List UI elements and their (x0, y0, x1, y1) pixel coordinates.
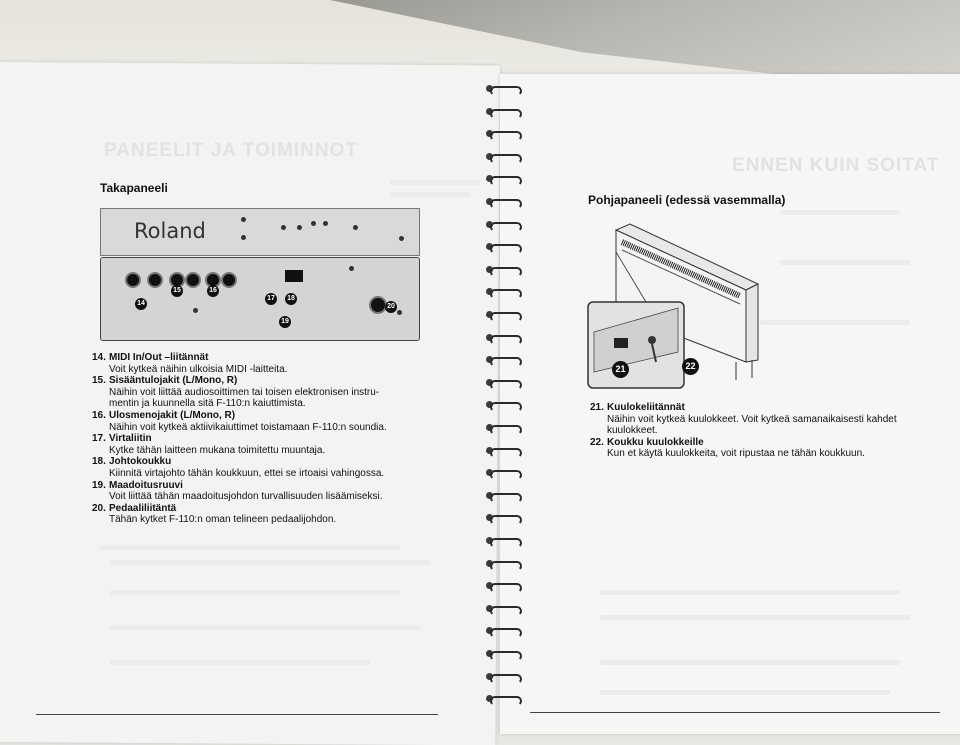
item-number: 20. (92, 502, 106, 514)
spiral-ring (484, 513, 520, 523)
spiral-ring (484, 197, 520, 207)
item-number: 21. (590, 402, 604, 413)
spiral-ring (484, 536, 520, 546)
spiral-ring (484, 220, 520, 230)
ghost-text (100, 545, 400, 550)
callout-16: 16 (207, 285, 219, 297)
item-title: Virtaliitin (109, 433, 152, 445)
spiral-ring (484, 152, 520, 162)
spiral-ring (484, 581, 520, 591)
callout-21: 21 (612, 361, 629, 378)
list-item (92, 375, 432, 410)
item-desc: Voit kytkeä näihin ulkoisia MIDI -laitteita. (109, 363, 288, 375)
callout-20: 20 (385, 301, 397, 313)
rear-panel-items (92, 352, 432, 526)
input-jack-r (185, 272, 201, 288)
callout-14: 14 (135, 298, 147, 310)
item-desc: Kun et käytä kuulokkeita, voit ripustaa ne tähän koukkuun. (607, 448, 865, 460)
spiral-ring (484, 446, 520, 456)
panel-screw (193, 308, 198, 313)
panel-jack (297, 225, 302, 230)
callout-22: 22 (682, 358, 699, 375)
item-number: 15. (92, 375, 106, 387)
spiral-ring (484, 265, 520, 275)
ghost-text (110, 590, 400, 595)
callout-15: 15 (171, 285, 183, 297)
ghost-text (760, 320, 910, 325)
list-item (92, 456, 432, 479)
panel-jack (323, 221, 328, 226)
ghost-text (390, 192, 470, 197)
item-number: 19. (92, 479, 106, 491)
panel-screw (349, 266, 354, 271)
item-title: Johtokoukku (109, 456, 172, 468)
spiral-ring (484, 491, 520, 501)
ghost-text (600, 615, 910, 620)
ghost-heading-left: PANEELIT JA TOIMINNOT (104, 140, 358, 161)
item-number: 22. (590, 436, 604, 448)
item-desc: kuulokkeet. (607, 425, 658, 437)
spiral-ring (484, 694, 520, 704)
spiral-ring (484, 174, 520, 184)
spiral-ring (484, 626, 520, 636)
item-desc: Kiinnitä virtajohto tähän koukkuun, ettei se irtoaisi vahingossa. (109, 467, 385, 479)
spiral-ring (484, 559, 520, 569)
output-jack-r (221, 272, 237, 288)
spiral-ring (484, 468, 520, 478)
item-desc: Kytke tähän laitteen mukana toimitettu muuntaja. (109, 444, 326, 456)
spiral-ring (484, 378, 520, 388)
panel-screw (241, 235, 246, 240)
roland-logo: Roland (134, 219, 206, 243)
rear-panel-diagram (100, 208, 420, 256)
spiral-ring (484, 423, 520, 433)
item-title: Sisääntulojakit (L/Mono, R) (109, 375, 238, 387)
panel-screw (241, 217, 246, 222)
callout-18: 18 (285, 293, 297, 305)
item-title: MIDI In/Out –liitännät (109, 352, 209, 363)
list-item (590, 402, 920, 437)
list-item (92, 433, 432, 456)
ghost-heading-right: ENNEN KUIN SOITAT (732, 155, 940, 176)
item-desc: Tähän kytket F-110:n oman telineen pedaalijohdon. (109, 514, 337, 526)
ghost-text (110, 625, 420, 630)
spiral-ring (484, 242, 520, 252)
ghost-text (780, 210, 900, 215)
panel-screw (397, 310, 402, 315)
item-number: 16. (92, 409, 106, 421)
spiral-ring (484, 129, 520, 139)
section-title-bottom-panel: Pohjapaneeli (edessä vasemmalla) (588, 193, 786, 207)
footer-rule (530, 712, 940, 713)
item-title: Maadoitusruuvi (109, 479, 183, 491)
ghost-text (600, 590, 900, 595)
panel-connector (353, 225, 358, 230)
list-item (92, 410, 432, 433)
item-number: 14. (92, 352, 106, 363)
spiral-ring (484, 287, 520, 297)
item-desc: Voit liittää tähän maadoitusjohdon turvallisuuden lisäämiseksi. (109, 491, 383, 503)
ghost-text (110, 660, 370, 665)
spiral-binding (480, 76, 524, 720)
spiral-ring (484, 84, 520, 94)
item-title: Koukku kuulokkeille (607, 436, 704, 448)
list-item (92, 480, 432, 503)
ghost-text (600, 660, 900, 665)
footer-rule (36, 714, 438, 715)
spiral-ring (484, 672, 520, 682)
bottom-panel-items (590, 402, 920, 460)
midi-in-jack (125, 272, 141, 288)
spiral-ring (484, 310, 520, 320)
panel-jack (399, 236, 404, 241)
spiral-ring (484, 355, 520, 365)
item-number: 18. (92, 456, 106, 468)
ghost-text (600, 690, 890, 695)
power-connector (285, 270, 303, 282)
callout-19: 19 (279, 316, 291, 328)
item-desc: Näihin voit kytkeä kuulokkeet. Voit kytkeä samanaikaisesti kahdet (607, 413, 897, 425)
item-desc: Näihin voit liittää audiosoittimen tai toisen elektronisen instru- (109, 386, 380, 398)
panel-jack (311, 221, 316, 226)
ghost-text (110, 560, 430, 565)
spiral-ring (484, 649, 520, 659)
list-item (92, 503, 432, 526)
item-number: 17. (92, 433, 106, 445)
item-title: Ulosmenojakit (L/Mono, R) (109, 409, 236, 421)
item-desc: Näihin voit kytkeä aktiivikaiuttimet toistamaan F-110:n soundia. (109, 421, 387, 433)
panel-jack (281, 225, 286, 230)
rear-panel-detail (100, 257, 420, 341)
spiral-ring (484, 107, 520, 117)
item-title: Kuulokeliitännät (607, 402, 685, 413)
ghost-text (780, 260, 910, 265)
list-item (590, 437, 920, 460)
ghost-text (390, 180, 480, 185)
spiral-ring (484, 400, 520, 410)
spiral-ring (484, 604, 520, 614)
midi-out-jack (147, 272, 163, 288)
list-item (92, 352, 432, 375)
callout-17: 17 (265, 293, 277, 305)
section-title-rear-panel: Takapaneeli (100, 181, 168, 195)
item-title: Pedaaliliitäntä (109, 502, 177, 514)
spiral-ring (484, 333, 520, 343)
item-desc: mentin ja kuunnella sitä F-110:n kaiuttimista. (109, 398, 306, 410)
